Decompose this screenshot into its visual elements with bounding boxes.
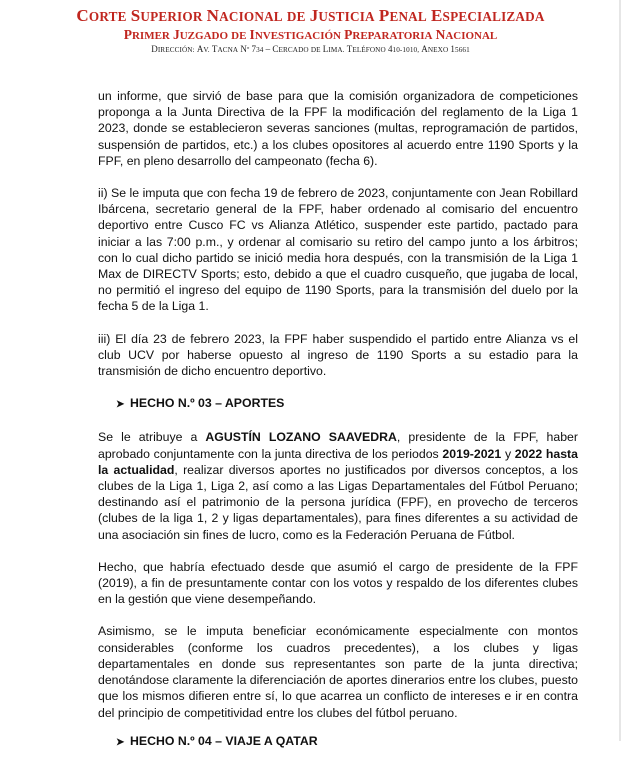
paragraph-aportes-part-c: y: [501, 446, 515, 461]
court-address: DIRECCIÓN: AV. TACNA Nº 734 – CERCADO DE LIMA. TELÉFONO 410-1010, ANEXO 15661: [151, 44, 470, 54]
paragraph-asimismo: Asimismo, se le imputa beneficiar económicamente especialmente con montos considerables (conforme los cuadros precedentes), a los clubes y ligas departamentales en donde sus representantes son parte de la junta directiva; denotándose claramente la diferenciación de aportes dinerarios entre los clubes, puesto que los mismos difieren entre sí, lo que acarrea un conflicto de intereses e ir en contra del principio de competitividad entre los clubes del fútbol peruano.: [98, 624, 578, 720]
document-body: [98, 88, 578, 767]
court-name: CORTE SUPERIOR NACIONAL DE JUSTICIA PENAL ESPECIALIZADA: [76, 6, 545, 25]
paragraph-aportes-intro: Se le atribuye a: [98, 430, 206, 445]
paragraph-item-ii: ii) Se le imputa que con fecha 19 de febrero de 2023, conjuntamente con Jean Robillard Ibárcena, secretario general de la FPF, haber ordenado al comisario del encuentro deportivo entre Cusco FC vs Alianza Atlético, suspender este partido, pactado para iniciar a las 7:00 p.m., y ordenar al comisario su retiro del campo junto a los árbitros; con lo cual dicho partido se inició media hora después, con la transmisión de la Liga 1 Max de DIRECTV Sports; esto, debido a que el cuadro cusqueño, que jugaba de local, no permitió el ingreso del equipo de 1190 Sports, para la transmisión del duelo por la fecha 5 de la Liga 1.: [98, 186, 578, 314]
paragraph-aportes: [98, 429, 578, 542]
accused-name: AGUSTÍN LOZANO SAAVEDRA: [205, 430, 397, 445]
juzgado-name: PRIMER JUZGADO DE INVESTIGACIÓN PREPARATORIA NACIONAL: [123, 27, 498, 42]
period-2019-2021: 2019-2021: [442, 446, 502, 461]
heading-hecho-03: [116, 395, 578, 413]
period-2022-actualidad: 2022 hasta la actualidad: [98, 446, 578, 477]
arrow-bullet-icon: ➤: [116, 736, 125, 748]
heading-hecho-04-text: HECHO N.º 04 – VIAJE A QATAR: [130, 733, 318, 748]
heading-hecho-03-text: HECHO N.º 03 – APORTES: [130, 396, 285, 411]
paragraph-item-iii: iii) El día 23 de febrero 2023, la FPF haber suspendido el partido entre Alianza vs el club UCV por haberse opuesto al ingreso de 1190 Sports a su estadio para la transmisión de dicho encuentro deportivo.: [98, 331, 578, 379]
paragraph-hecho: Hecho, que habría efectuado desde que asumió el cargo de presidente de la FPF (2019), a fin de presuntamente contar con los votos y respaldo de los diferentes clubes en la gestión que viene desempeñando.: [98, 559, 578, 607]
document-header: [0, 6, 621, 56]
paragraph-aportes-part-d: , realizar diversos aportes no justificados por diversos conceptos, a los clubes de la Liga 1, Liga 2, así como a las Ligas Departamentales del Fútbol Peruano; destinando así el patrimonio de la persona jurídica (FPF), en provecho de terceros (clubes de la liga 1, 2 y ligas departamentales), para fines diferentes a su actividad de una asociación sin fines de lucro, como es la Federación Peruana de Fútbol.: [98, 462, 578, 542]
paragraph-aportes-part-b: , presidente de la FPF, haber aprobado conjuntamente con la junta directiva de los periodos: [98, 430, 578, 461]
arrow-bullet-icon: ➤: [116, 399, 125, 411]
heading-hecho-04: [116, 733, 578, 751]
paragraph-informe: un informe, que sirvió de base para que la comisión organizadora de competiciones proponga a la Junta Directiva de la FPF la modificación del reglamento de la Liga 1 2023, donde se establecieron severas sanciones (multas, reprogramación de partidos, suspensión de partidos, etc.) a los clubes opositores al acuerdo entre 1190 Sports y la FPF, en pleno desarrollo del campeonato (fecha 6).: [98, 89, 578, 168]
